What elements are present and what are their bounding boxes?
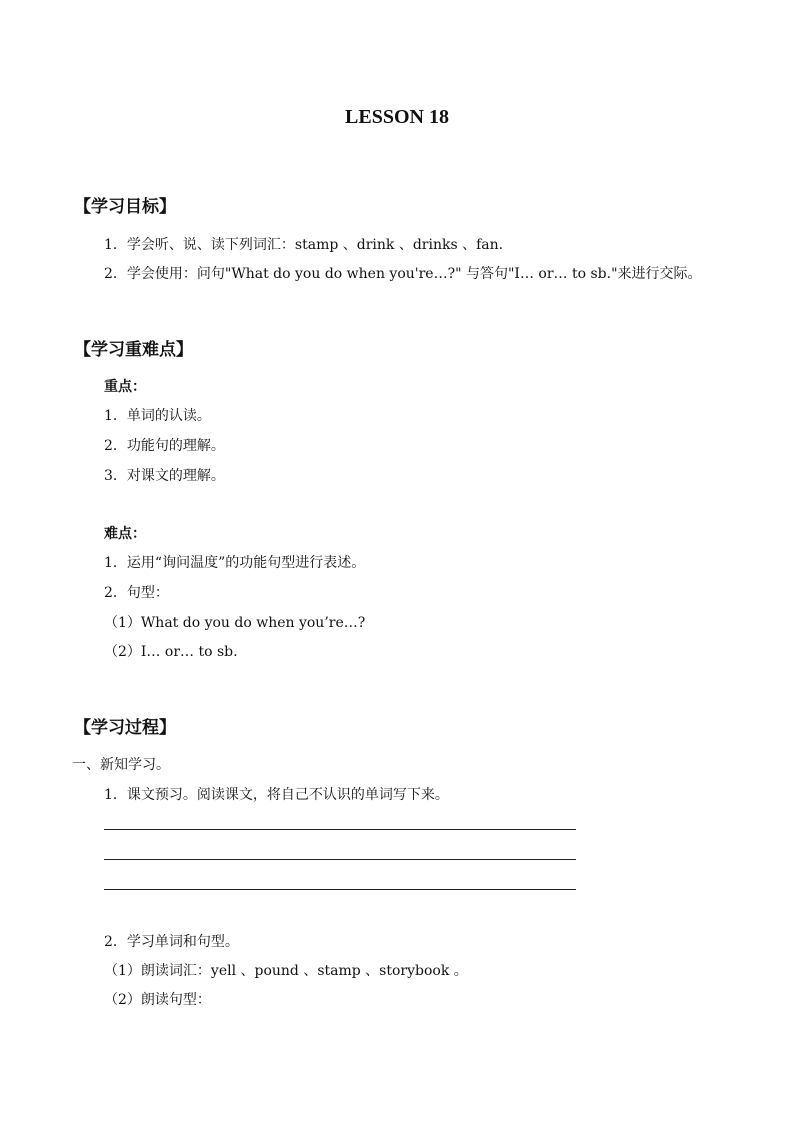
answer-line-2[interactable] xyxy=(104,859,576,860)
focus-item-3: 3．对课文的理解。 xyxy=(104,468,225,484)
difficulty-item-1: 1．运用“询问温度”的功能句型进行表述。 xyxy=(104,555,366,571)
goal-item-1: 1．学会听、说、读下列词汇：stamp 、drink 、drinks 、fan. xyxy=(104,237,504,253)
focus-item-2: 2．功能句的理解。 xyxy=(104,438,225,454)
answer-line-1[interactable] xyxy=(104,829,576,830)
difficulty-item-3: （1）What do you do when you’re…? xyxy=(104,615,366,631)
key-points-heading: 【学习重难点】 xyxy=(74,340,193,360)
step-one: 1．课文预习。阅读课文，将自己不认识的单词写下来。 xyxy=(104,787,449,803)
answer-line-3[interactable] xyxy=(104,889,576,890)
goal-item-2: 2．学会使用：问句"What do you do when you're…?" 与答句"I… or… to sb."来进行交际。 xyxy=(104,266,702,282)
difficulty-item-4: （2）I… or… to sb. xyxy=(104,644,238,660)
step-two: 2．学习单词和句型。 xyxy=(104,934,239,950)
focus-item-1: 1．单词的认读。 xyxy=(104,408,211,424)
step-two-vocabulary: （1）朗读词汇：yell 、pound 、stamp 、storybook 。 xyxy=(104,963,468,979)
part-one-heading: 一、新知学习。 xyxy=(72,757,170,773)
step-two-sentences: （2）朗读句型： xyxy=(104,992,211,1008)
focus-label: 重点： xyxy=(104,379,146,395)
difficulty-item-2: 2．句型： xyxy=(104,585,169,601)
goals-heading: 【学习目标】 xyxy=(74,197,176,217)
page-title: LESSON 18 xyxy=(345,106,449,128)
difficulty-label: 难点： xyxy=(104,526,146,542)
process-heading: 【学习过程】 xyxy=(74,718,176,738)
